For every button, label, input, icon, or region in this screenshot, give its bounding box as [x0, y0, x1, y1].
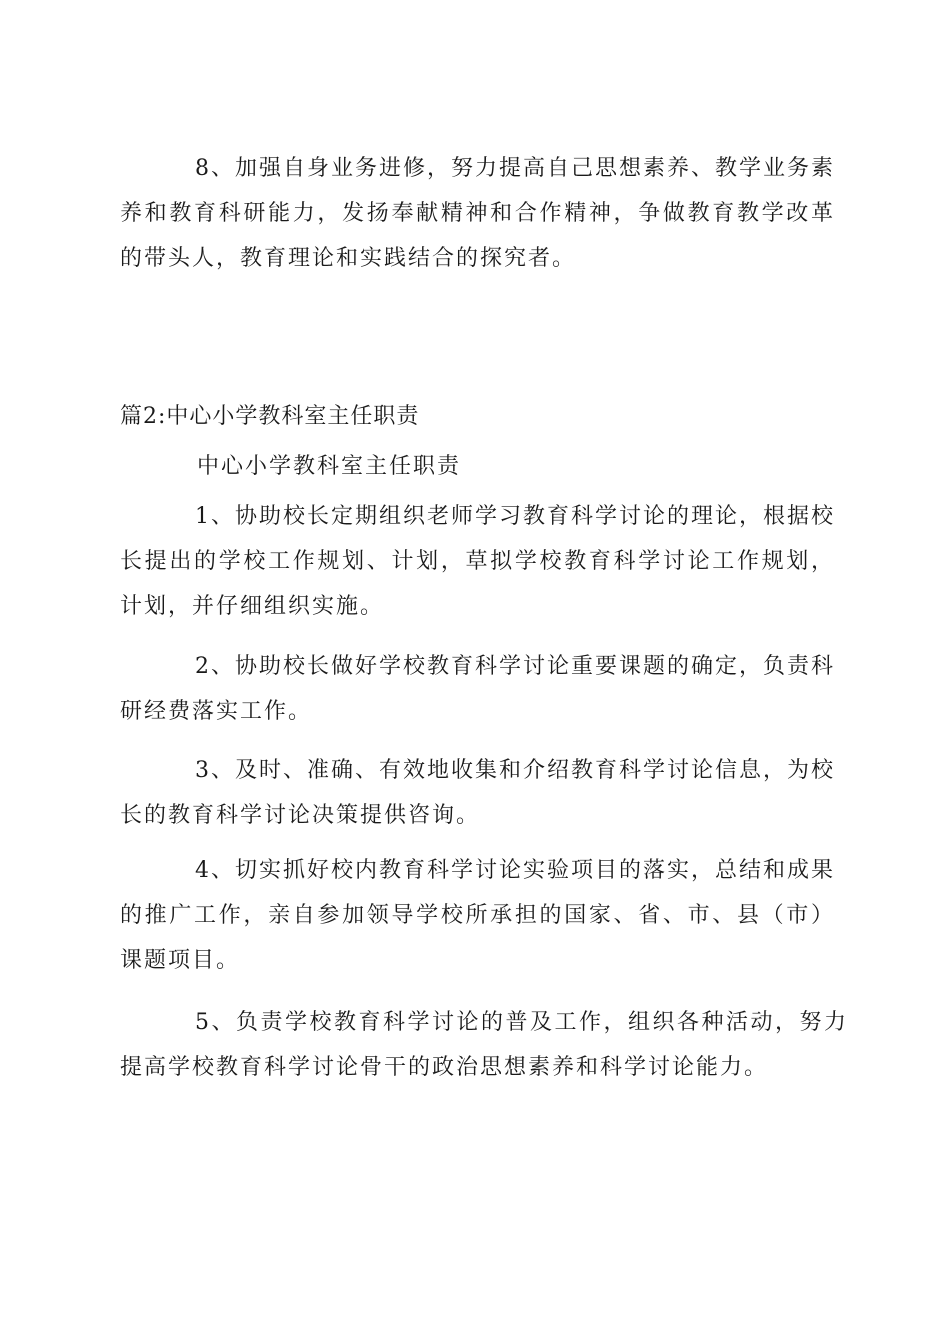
paragraph-item-4: 4、切实抓好校内教育科学讨论实验项目的落实，总结和成果的推广工作，亲自参加领导学校所承担的国家、省、市、县（市）课题项目。 — [120, 858, 835, 973]
paragraph-item-5: 5、负责学校教育科学讨论的普及工作，组织各种活动，努力提高学校教育科学讨论骨干的政治思想素养和科学讨论能力。 — [120, 1010, 848, 1080]
paragraph-item-3: 3、及时、准确、有效地收集和介绍教育科学讨论信息，为校长的教育科学讨论决策提供咨询。 — [120, 758, 835, 828]
paragraph-item-1: 1、协助校长定期组织老师学习教育科学讨论的理论，根据校长提出的学校工作规划、计划，草拟学校教育科学讨论工作规划，计划，并仔细组织实施。 — [120, 504, 835, 619]
paragraph-item-2: 2、协助校长做好学校教育科学讨论重要课题的确定，负责科研经费落实工作。 — [120, 654, 835, 724]
section-subtitle: 中心小学教科室主任职责 — [197, 454, 462, 479]
section-heading: 篇2:中心小学教科室主任职责 — [120, 404, 420, 429]
paragraph-item-8: 8、加强自身业务进修，努力提高自己思想素养、教学业务素养和教育科研能力，发扬奉献精神和合作精神，争做教育教学改革的带头人，教育理论和实践结合的探究者。 — [120, 156, 835, 271]
